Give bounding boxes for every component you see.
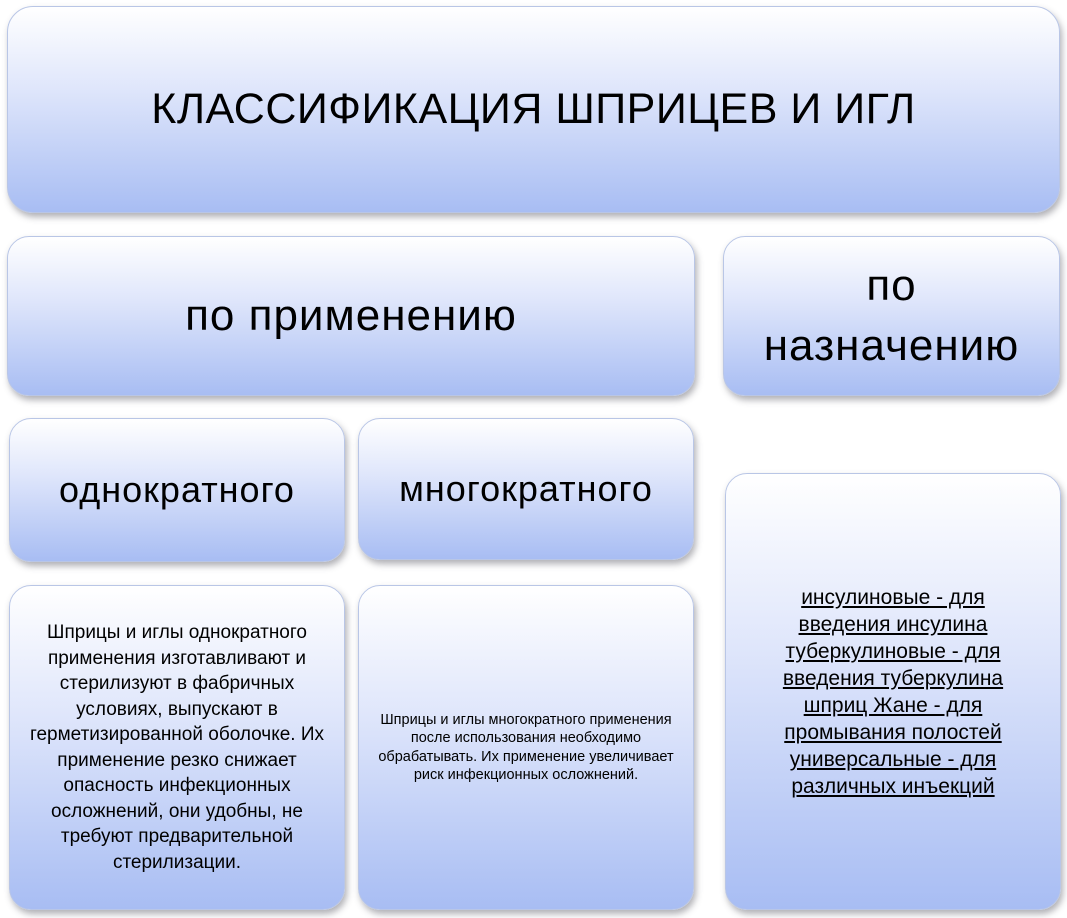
- diagram-title: КЛАССИФИКАЦИЯ ШПРИЦЕВ И ИГЛ: [151, 85, 916, 133]
- multi-use-box: [358, 418, 694, 560]
- multi-use-description-box: [358, 585, 694, 910]
- usage-category-box: [7, 236, 695, 396]
- purpose-label-line1: по: [866, 261, 917, 310]
- usage-category-label: по применению: [185, 291, 517, 340]
- purpose-type-line: инсулиновые - для: [801, 585, 985, 609]
- purpose-types-box: [725, 473, 1061, 910]
- purpose-category-box: [723, 236, 1060, 396]
- purpose-type-line: универсальные - для: [789, 747, 997, 771]
- purpose-type-line: введения туберкулина: [782, 666, 1004, 690]
- purpose-type-line: шприц Жане - для: [803, 693, 983, 717]
- multi-use-label: многократного: [399, 468, 653, 509]
- single-use-description: Шприцы и иглы однократного применения изготавливают и стерилизуют в фабричных условиях, выпускают в герметизированной оболочке. Их применение резко снижает опасность инфекционных осложнений, они удобны, не требуют предварительной стерилизации.: [29, 622, 325, 873]
- title-box: [7, 6, 1060, 213]
- purpose-types-list: [783, 584, 1003, 800]
- single-use-label: однократного: [59, 469, 295, 510]
- purpose-type-line: введения инсулина: [798, 612, 988, 636]
- purpose-type-line: промывания полостей: [784, 720, 1002, 744]
- purpose-category-label: [764, 256, 1020, 376]
- purpose-type-line: туберкулиновые - для: [785, 639, 1001, 663]
- multi-use-description: Шприцы и иглы многократного применения после использования необходимо обрабатывать. Их применение увеличивает риск инфекционных осложнений.: [378, 711, 674, 783]
- single-use-box: [9, 418, 345, 562]
- purpose-type-line: различных инъекций: [791, 774, 995, 798]
- purpose-label-line2: назначению: [763, 321, 1020, 370]
- single-use-description-box: [9, 585, 345, 910]
